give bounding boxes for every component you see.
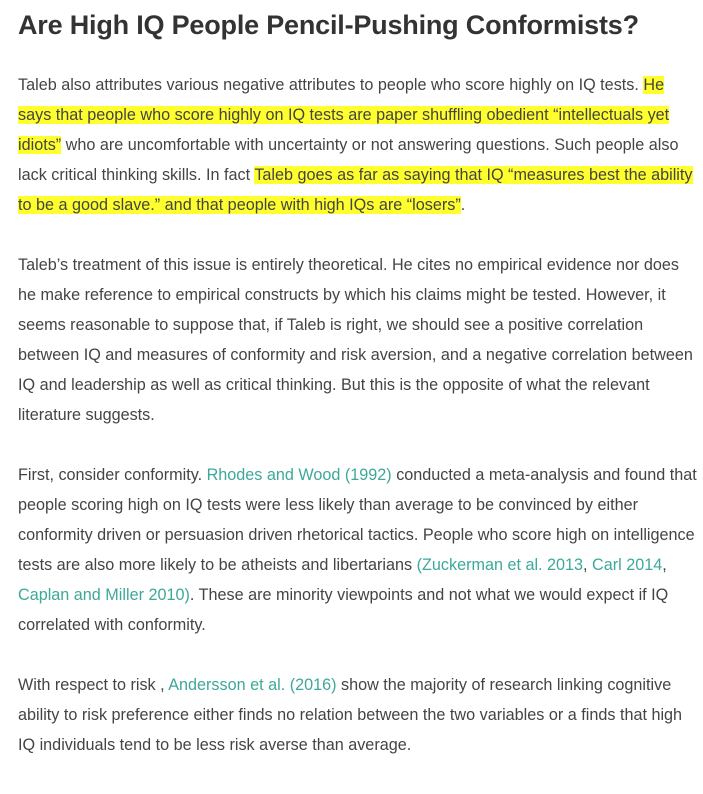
paragraph-text: First, consider conformity. <box>18 466 207 484</box>
citation-separator: , <box>583 556 593 574</box>
paragraph-text: . <box>460 196 466 214</box>
citation-link-zuckerman[interactable]: Zuckerman et al. 2013 <box>421 556 584 574</box>
paragraph-text: With respect to risk , <box>18 676 169 694</box>
citation-separator: , <box>662 556 667 574</box>
citation-paren: ( <box>416 556 422 574</box>
paragraph-theory: Taleb’s treatment of this issue is entirely theoretical. He cites no empirical evidence nor does he make reference to empirical constructs by which his claims might be tested. However, it seems reasonable to suppose that, if Taleb is right, we should see a positive correlation between IQ and measures of conformity and risk aversion, and a negative correlation between IQ and leadership as well as critical thinking. But this is the opposite of what the relevant literature suggests. <box>18 256 693 424</box>
article <box>18 0 698 760</box>
citation-link-andersson[interactable]: Andersson et al. (2016) <box>168 676 337 694</box>
article-heading: Are High IQ People Pencil-Pushing Conformists? <box>18 10 639 40</box>
paragraph-text: Taleb also attributes various negative attributes to people who score highly on IQ tests. <box>18 76 644 94</box>
paragraph-text: . These are minority viewpoints and not what we would expect if IQ correlated with conformity. <box>18 586 669 634</box>
paragraph-intro <box>18 70 698 220</box>
paragraph-text: conducted a meta-analysis and found that people scoring high on IQ tests were less likely than average to be convinced by either conformity driven or persuasion driven rhetorical tactics. People who score high on intelligence tests are also more likely to be atheists and libertarians <box>18 466 697 574</box>
paragraph-conformity <box>18 460 698 640</box>
citation-link-carl[interactable]: Carl 2014 <box>592 556 663 574</box>
paragraph-text: who are uncomfortable with uncertainty or not answering questions. Such people also lack critical thinking skills. In fact <box>18 136 679 184</box>
highlighted-text: He says that people who score highly on IQ tests are paper shuffling obedient “intellectuals yet idiots” <box>18 76 670 154</box>
paragraph-risk <box>18 670 698 760</box>
paragraph-text: show the majority of research linking cognitive ability to risk preference either finds no relation between the two variables or a finds that high IQ individuals tend to be less risk averse than average. <box>18 676 683 754</box>
citation-link-caplan-miller[interactable]: Caplan and Miller 2010) <box>18 586 190 604</box>
highlighted-text: Taleb goes as far as saying that IQ “measures best the ability to be a good slave.” and that people with high IQs are “losers” <box>18 166 693 214</box>
citation-link-rhodes-wood[interactable]: Rhodes and Wood (1992) <box>206 466 392 484</box>
